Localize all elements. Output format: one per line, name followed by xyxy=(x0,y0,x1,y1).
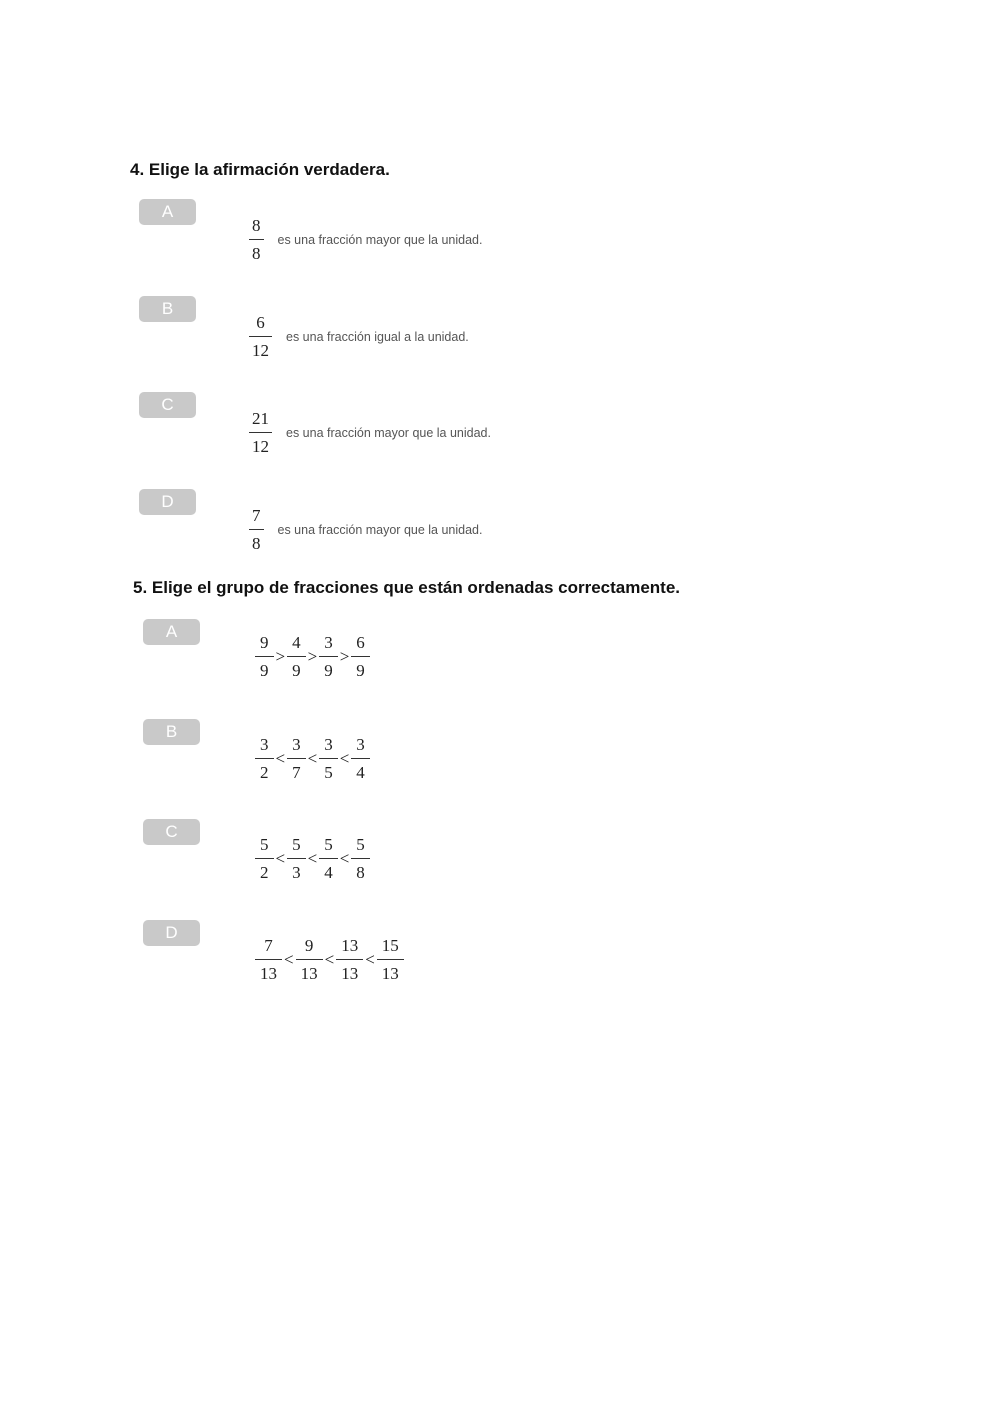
fraction xyxy=(296,937,323,982)
q5-option-b-fractions xyxy=(255,736,370,781)
question-5-title: 5. Elige el grupo de fracciones que están ordenadas correctamente. xyxy=(133,578,681,597)
numerator: 5 xyxy=(324,835,333,854)
fraction xyxy=(249,410,272,455)
fraction xyxy=(287,736,306,781)
numerator: 3 xyxy=(260,735,269,754)
denominator: 12 xyxy=(249,336,272,359)
denominator: 13 xyxy=(255,959,282,982)
fraction xyxy=(351,634,370,679)
statement-text: es una fracción mayor que la unidad. xyxy=(277,522,483,537)
relation-symbol: < xyxy=(275,748,286,768)
denominator: 8 xyxy=(249,239,264,262)
denominator: 8 xyxy=(249,529,264,552)
fraction xyxy=(319,634,338,679)
q4-option-a-button[interactable]: A xyxy=(139,199,196,225)
fraction xyxy=(351,736,370,781)
statement-text: es una fracción mayor que la unidad. xyxy=(286,425,491,440)
relation-symbol: > xyxy=(339,646,350,666)
denominator: 13 xyxy=(336,959,363,982)
denominator: 7 xyxy=(287,758,306,781)
fraction xyxy=(336,937,363,982)
relation-symbol: > xyxy=(307,646,318,666)
numerator: 3 xyxy=(324,735,333,754)
relation-symbol: < xyxy=(339,748,350,768)
fraction xyxy=(287,836,306,881)
numerator: 15 xyxy=(381,936,399,955)
q5-option-c-fractions xyxy=(255,836,370,881)
q4-option-a-statement xyxy=(249,217,483,262)
fraction xyxy=(287,634,306,679)
numerator: 21 xyxy=(252,409,269,428)
q4-option-c-statement xyxy=(249,410,491,455)
q4-option-b-button[interactable]: B xyxy=(139,296,196,322)
fraction xyxy=(255,836,274,881)
numerator: 3 xyxy=(356,735,365,754)
question-4-title: 4. Elige la afirmación verdadera. xyxy=(130,160,390,179)
denominator: 5 xyxy=(319,758,338,781)
relation-symbol: < xyxy=(365,949,375,969)
numerator: 6 xyxy=(356,633,365,652)
denominator: 9 xyxy=(287,656,306,679)
denominator: 4 xyxy=(351,758,370,781)
denominator: 2 xyxy=(255,758,274,781)
q5-option-a-button[interactable]: A xyxy=(143,619,200,645)
denominator: 9 xyxy=(351,656,370,679)
q5-option-d-fractions xyxy=(255,937,404,982)
numerator: 5 xyxy=(292,835,301,854)
fraction xyxy=(351,836,370,881)
fraction xyxy=(249,314,272,359)
numerator: 5 xyxy=(260,835,269,854)
q4-option-b-statement xyxy=(249,314,469,359)
fraction xyxy=(319,736,338,781)
relation-symbol: < xyxy=(307,748,318,768)
denominator: 2 xyxy=(255,858,274,881)
numerator: 13 xyxy=(341,936,359,955)
q5-option-d-button[interactable]: D xyxy=(143,920,200,946)
numerator: 7 xyxy=(264,936,273,955)
fraction xyxy=(249,217,264,262)
statement-text: es una fracción mayor que la unidad. xyxy=(277,232,483,247)
denominator: 8 xyxy=(351,858,370,881)
fraction xyxy=(319,836,338,881)
q5-option-c-button[interactable]: C xyxy=(143,819,200,845)
numerator: 5 xyxy=(356,835,365,854)
denominator: 13 xyxy=(377,959,404,982)
numerator: 9 xyxy=(260,633,269,652)
fraction xyxy=(255,937,282,982)
statement-text: es una fracción igual a la unidad. xyxy=(286,329,469,344)
denominator: 13 xyxy=(296,959,323,982)
fraction xyxy=(249,507,264,552)
q4-option-d-button[interactable]: D xyxy=(139,489,196,515)
q4-option-d-statement xyxy=(249,507,483,552)
relation-symbol: < xyxy=(339,848,350,868)
numerator: 9 xyxy=(304,936,314,955)
q5-option-b-button[interactable]: B xyxy=(143,719,200,745)
numerator: 4 xyxy=(292,633,301,652)
numerator: 6 xyxy=(256,313,265,332)
denominator: 9 xyxy=(319,656,338,679)
fraction xyxy=(377,937,404,982)
denominator: 9 xyxy=(255,656,274,679)
relation-symbol: < xyxy=(324,949,335,969)
denominator: 12 xyxy=(249,432,272,455)
q4-option-c-button[interactable]: C xyxy=(139,392,196,418)
denominator: 4 xyxy=(319,858,338,881)
fraction xyxy=(255,736,274,781)
relation-symbol: < xyxy=(275,848,286,868)
numerator: 3 xyxy=(292,735,301,754)
relation-symbol: < xyxy=(284,949,294,969)
numerator: 8 xyxy=(252,216,261,235)
denominator: 3 xyxy=(287,858,306,881)
numerator: 7 xyxy=(252,506,261,525)
q5-option-a-fractions xyxy=(255,634,370,679)
fraction xyxy=(255,634,274,679)
relation-symbol: > xyxy=(275,646,286,666)
numerator: 3 xyxy=(324,633,333,652)
relation-symbol: < xyxy=(307,848,318,868)
